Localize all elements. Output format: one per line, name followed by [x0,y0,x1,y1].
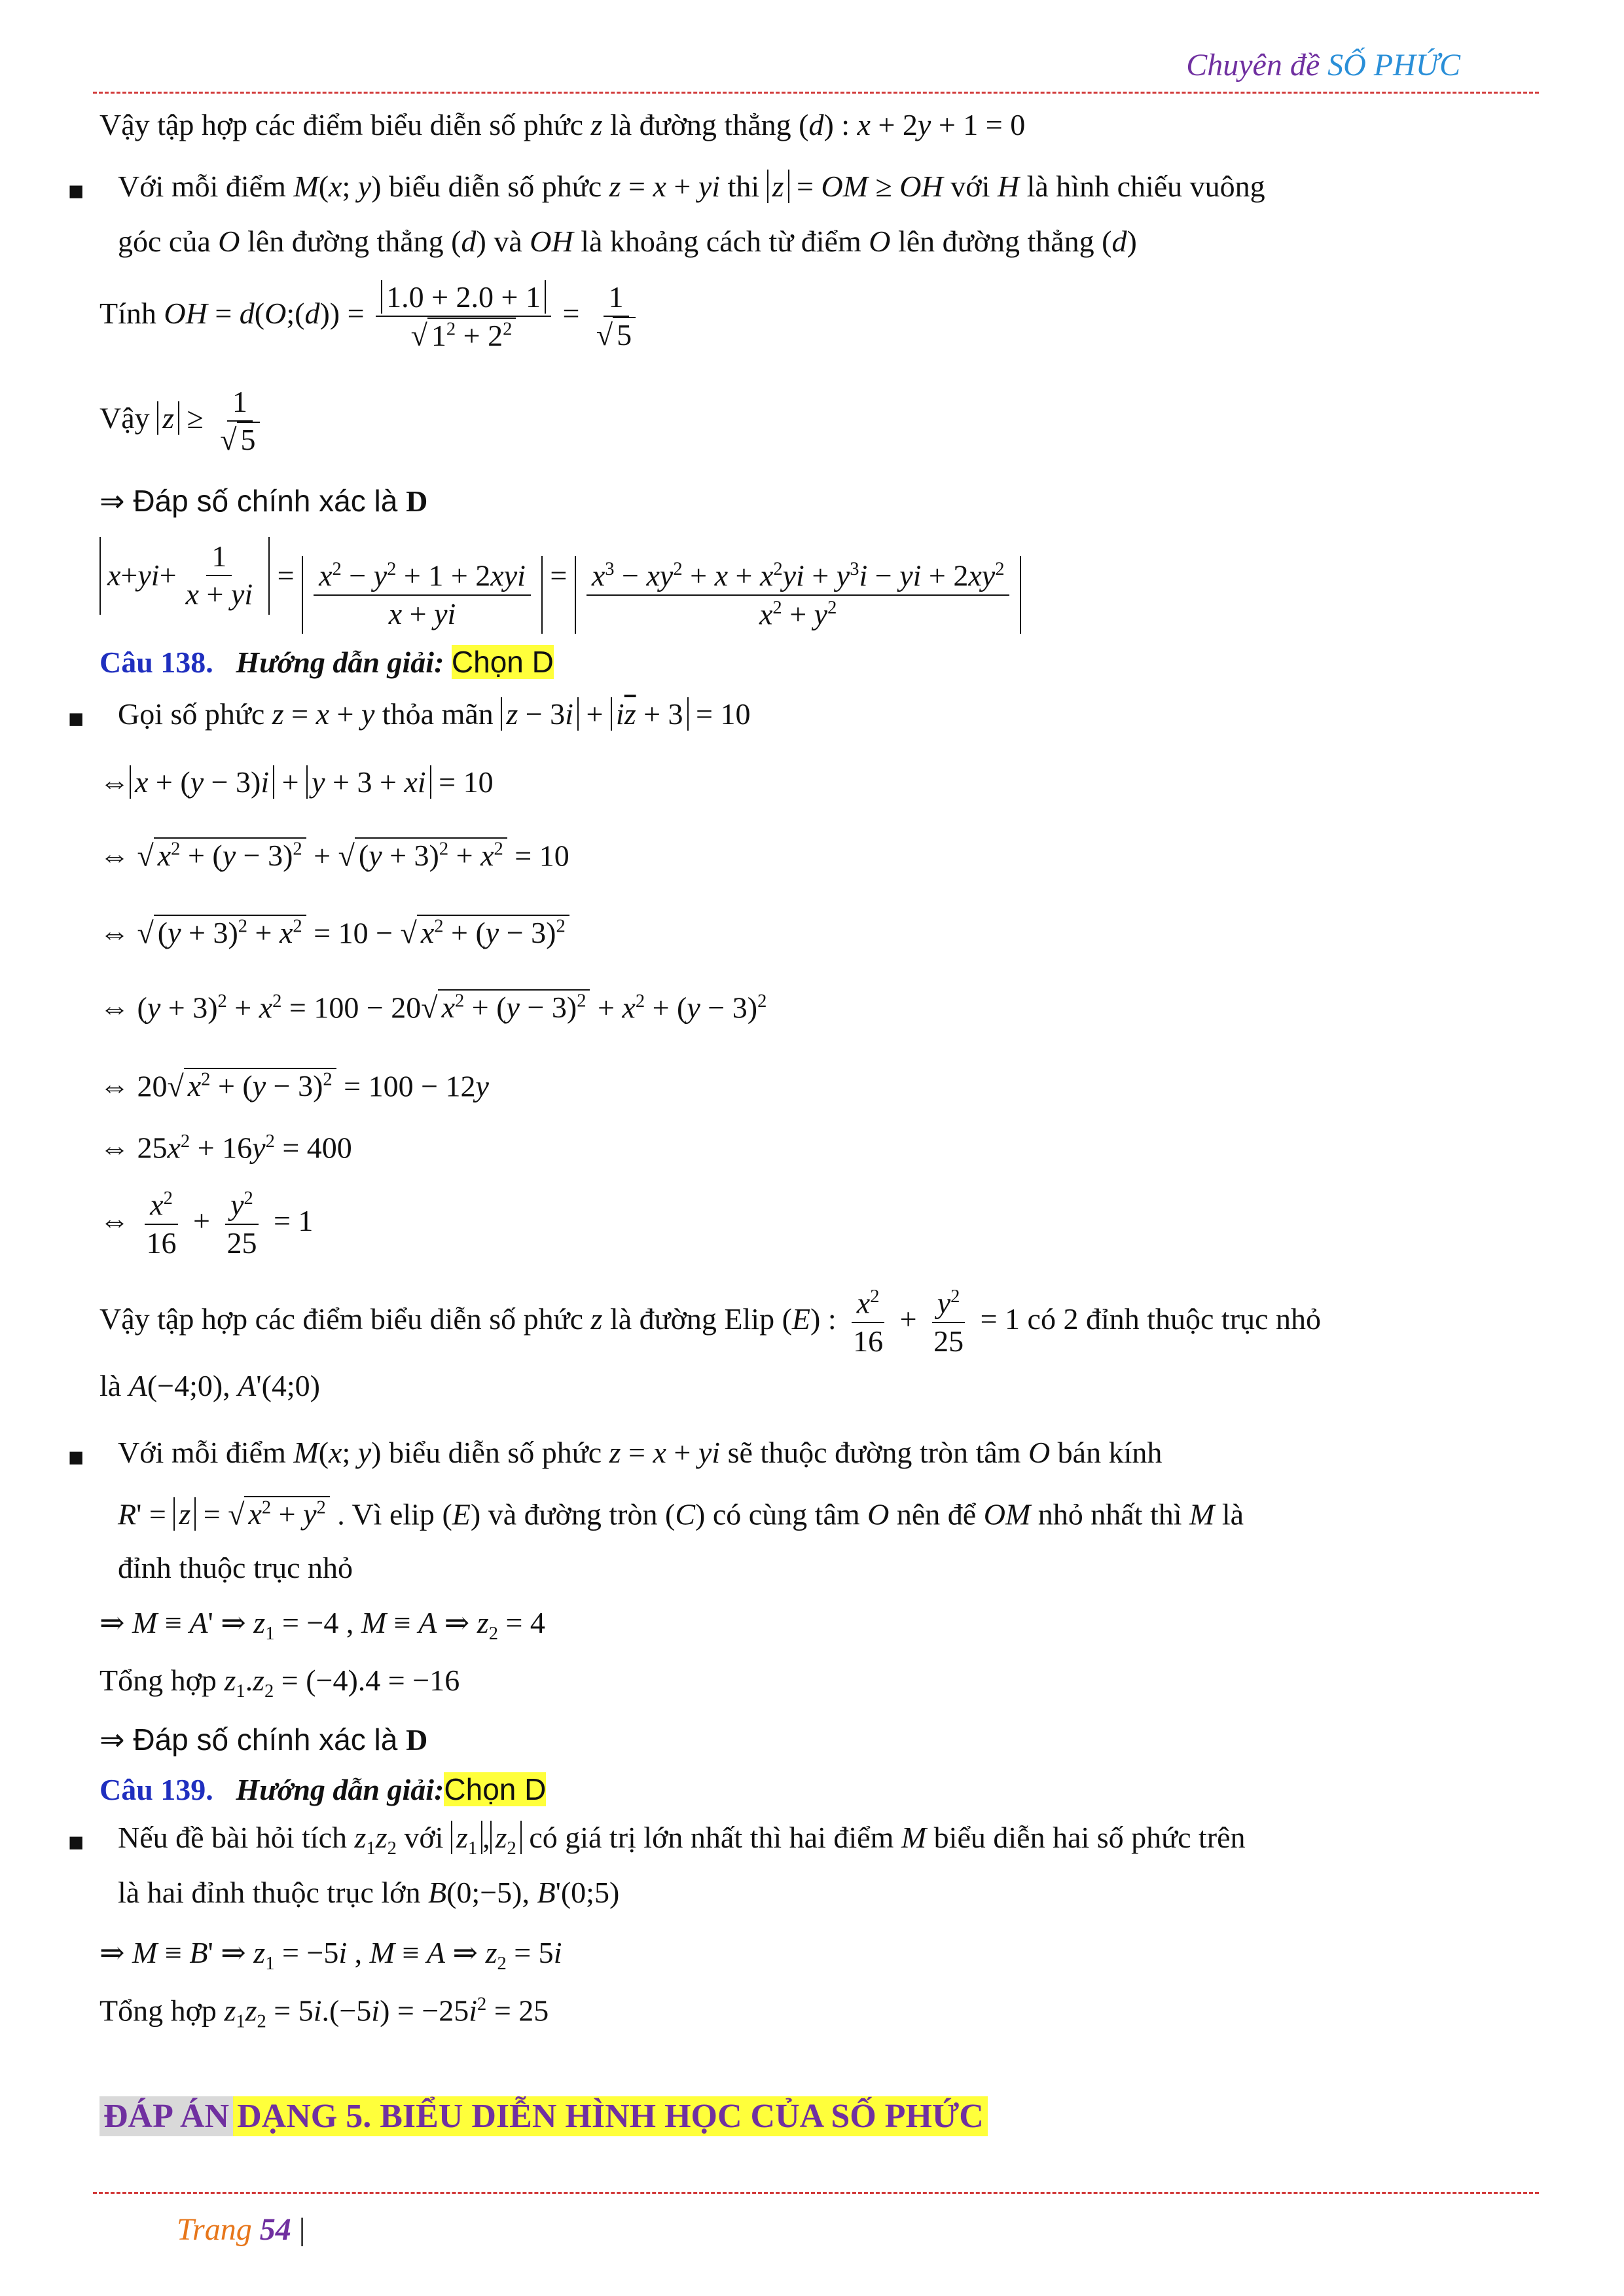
step-1: ⇔ x + (y − 3)i + y + 3 + xi = 10 [99,765,494,799]
formula-oh: Tính OH = d(O;(d)) = $\frac{1.0 + 2.0 + 1}{√ 1^2 + 2^2}$ = $\frac{1}{√ 5}$ [99,282,645,352]
step-product: Tổng hợp $z_1.z_2 = (-4).4 = -16$ [99,1664,460,1702]
text-line: Nếu đề bài hỏi tích $z_1z_2$ với $z_1$ , $z_2$ có giá trị lớn nhất thì hai điểm M biểu diễn hai số phức trên [118,1821,1246,1859]
text-line: Vậy tập hợp các điểm biểu diễn số phức z là đường Elip (E) : $\frac{x^2}{16}$ + $\frac{y^2}{25}$ = 1 có 2 đỉnh thuộc trục nhỏ [99,1286,1321,1358]
section-title: ĐÁP ÁN DẠNG 5. BIỂU DIỄN HÌNH HỌC CỦA SỐ PHỨC [99,2097,988,2136]
text-line: góc của O lên đường thẳng (d) và OH là khoảng cách từ điểm O lên đường thẳng (d) [118,225,1137,258]
bullet-icon: ■ [68,176,84,206]
text-line: là hai đỉnh thuộc trục lớn B(0;−5), B'(0;5) [118,1876,620,1909]
text-line: đỉnh thuộc trục nhỏ [118,1551,353,1584]
step-4: ⇔ $(y + 3)^2 + x^2 = 100 - 20√$ $x^2 + (y - 3)^2 + x^2 + (y - 3)^2$ [99,991,767,1025]
step-2: ⇔ √ $x^2 + (y - 3)^2$ + √ $(y + 3)^2 + x^2 = 10$ [99,839,569,873]
step-m: ⇒ M ≡ A' ⇒ $z_1 = -4$ , M ≡ A ⇒ $z_2 = 4$ [99,1606,545,1645]
page-header: Chuyên đề SỐ PHỨC [1186,48,1460,82]
footer-rule [93,2192,1539,2194]
text-line: Với mỗi điểm M(x; y) biểu diễn số phức z = x + yi thi z = OM ≥ OH với H là hình chiếu vuông [118,170,1265,203]
step-3: ⇔ √ $(y + 3)^2 + x^2 = 10$ − √ $x^2 + (y - 3)^2$ [99,918,569,948]
text-line: R' = z = √ $x^2 + y^2$ . Vì elip (E) và đường tròn (C) có cùng tâm O nên để OM nhỏ nhất thì M là [118,1497,1244,1531]
header-rule [93,92,1539,94]
text-line: là A(−4;0), A'(4;0) [99,1369,320,1402]
answer-line: ⇒ Đáp số chính xác là D [99,484,428,518]
question-138: Câu 138. Hướng dẫn giải: Chọn D [99,645,554,679]
answer-line: ⇒ Đáp số chính xác là D [99,1722,428,1757]
step-m2: ⇒ M ≡ B' ⇒ $z_1 = -5i$ , M ≡ A ⇒ $z_2 = 5i$ [99,1936,562,1975]
text-line: Với mỗi điểm M(x; y) biểu diễn số phức z = x + yi sẽ thuộc đường tròn tâm O bán kính [118,1436,1163,1469]
step-product2: Tổng hợp $z_1z_2 = 5i.(-5i) = -25i^2 = 25$ [99,1994,549,2032]
bullet-icon: ■ [68,1442,84,1472]
text-line: Vậy tập hợp các điểm biểu diễn số phức z là đường thẳng (d) : x + 2y + 1 = 0 [99,108,1026,141]
step-5: ⇔ 20√ $x^2 + (y - 3)^2 = 100 - 12y$ [99,1069,489,1103]
page-footer: Trang 54 | [177,2212,306,2247]
bullet-icon: ■ [68,1827,84,1857]
step-6: ⇔ $25x^2 + 16y^2 = 400$ [99,1131,352,1165]
step-7: ⇔ $\frac{x^2}{16}$ + $\frac{y^2}{25}$ = 1 [99,1188,314,1260]
bullet-icon: ■ [68,704,84,733]
formula-z: Vậy z ≥ $\frac{1}{√ 5}$ [99,386,269,456]
question-139: Câu 139. Hướng dẫn giải:Chọn D [99,1772,547,1806]
text-line: Gọi số phức z = x + y thỏa mãn $z - 3i + i\overline{z} + 3 = 10$ [118,697,751,731]
formula-big: x + yi + $\frac{1}{x + yi}$ = $\frac{x^2 - y^2 + 1 + 2xyi}{x + yi}$ = $\frac{x^3 - xy^2 + x + x^2yi + y^3i - yi + 2xy^2}{x^2 + y^2}$ [99,537,1021,634]
